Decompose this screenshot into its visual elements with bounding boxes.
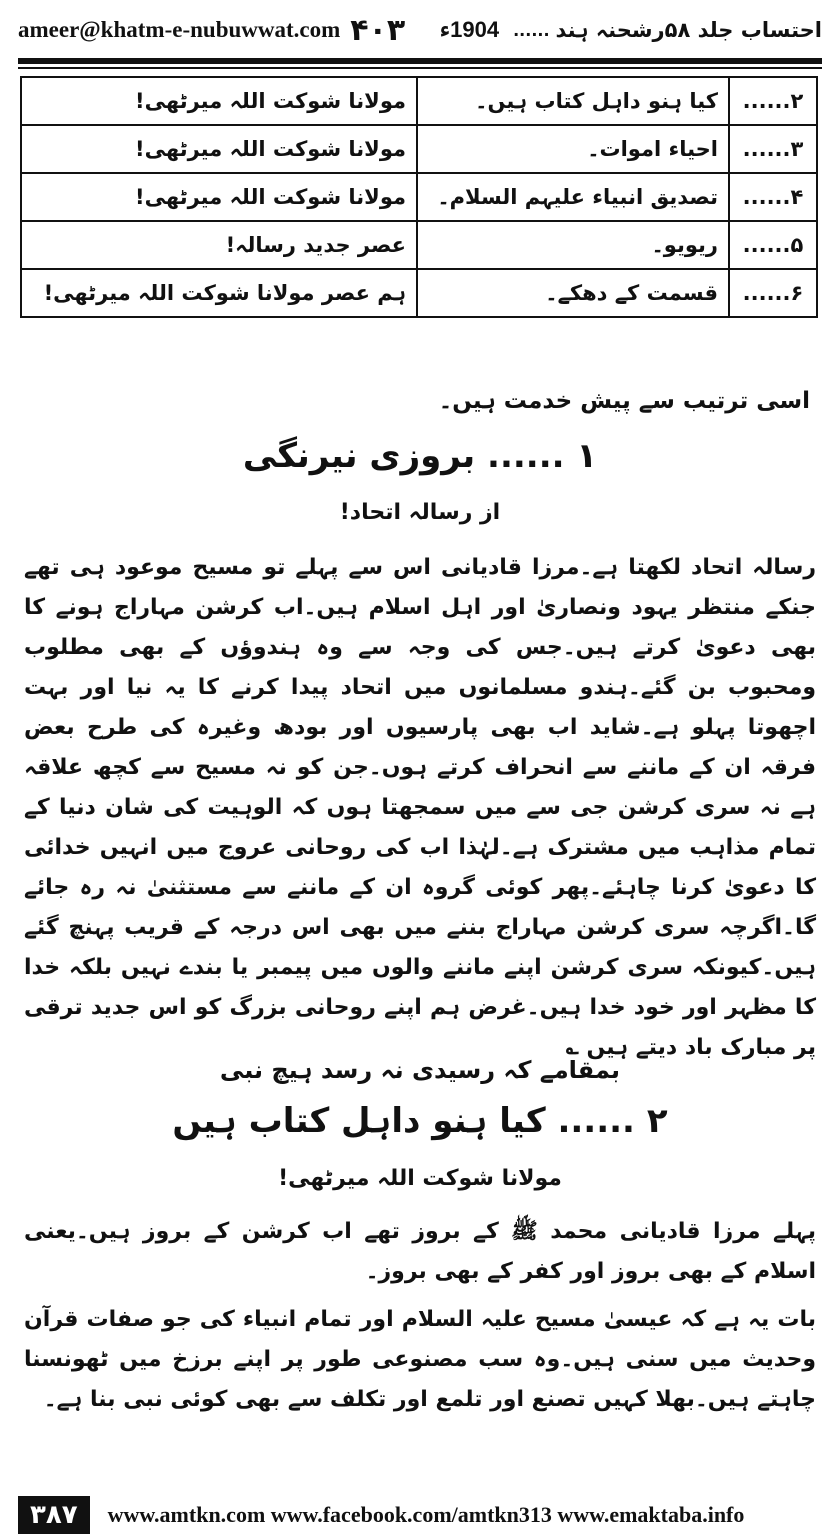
table-row <box>21 125 817 173</box>
row-number: ۲...... <box>729 77 817 125</box>
row-author: ہم عصر مولانا شوکت اللہ میرٹھی! <box>21 269 417 317</box>
volume-label: احتساب جلد ۵۸رشحنہ ہند <box>555 18 822 42</box>
section-1-heading: ۱ ...... بروزی نیرنگی <box>242 436 598 476</box>
row-number: ۶...... <box>729 269 817 317</box>
page-header <box>18 10 822 50</box>
header-rule-thin <box>18 67 822 69</box>
table-row <box>21 173 817 221</box>
section-2-author: مولانا شوکت اللہ میرٹھی! <box>278 1166 562 1191</box>
footer-page-number: ۳۸۷ <box>18 1496 90 1534</box>
row-author: مولانا شوکت اللہ میرٹھی! <box>21 77 417 125</box>
row-author: عصر جدید رسالہ! <box>21 221 417 269</box>
section-2-heading: ۲ ...... کیا ہنو داہل کتاب ہیں <box>172 1101 668 1141</box>
section-1-source: از رسالہ اتحاد! <box>339 500 501 525</box>
header-dots: ...... <box>513 20 550 40</box>
intro-line: اسی ترتیب سے پیش خدمت ہیں۔ <box>438 388 810 414</box>
row-number: ۴...... <box>729 173 817 221</box>
row-title: کیا ہنو داہل کتاب ہیں۔ <box>417 77 729 125</box>
section-1-body <box>24 548 816 1068</box>
table-row <box>21 221 817 269</box>
header-page-number: ۴۰۳ <box>350 12 406 48</box>
contents-table <box>20 76 818 318</box>
row-number: ۳...... <box>729 125 817 173</box>
section-1-paragraph: رسالہ اتحاد لکھتا ہے۔مرزا قادیانی اس سے پہلے تو مسیح موعود ہی تھے جنکے منتظر یہود ونصاریٰ اور اہل اسلام ہیں۔اب کرشن مہاراج ہونے کا بھی دعویٰ کرتے ہیں۔جس کی وجہ سے وہ ہندوؤں کے بھی مطلوب ومحبوب بن گئے۔ہندو مسلمانوں میں اتحاد پیدا کرنے کا یہ نیا اور بہت اچھوتا پہلو ہے۔شاید اب بھی پارسیوں اور بودھ وغیرہ کی طرح بعض فرقہ ان کے ماننے سے انحراف کرتے ہوں۔جن کو نہ مسیح سے کچھ علاقہ ہے نہ سری کرشن جی سے میں سمجھتا ہوں کہ الوہیت کی شان دنیا کے تمام مذاہب میں مشترک ہے۔لہٰذا اب کی روحانی عروج میں انہیں خدائی کا دعویٰ کرنا چاہئے۔پھر کوئی گروہ ان کے ماننے سے مستثنیٰ نہ رہ جائے گا۔اگرچہ سری کرشن مہاراج بننے میں بھی اس درجہ کے قریب پہنچ گئے ہیں۔کیونکہ سری کرشن اپنے ماننے والوں میں پیمبر یا بندے نہیں بلکہ خدا کا مظہر اور خود خدا ہیں۔غرض ہم اپنے روحانی بزرگ کو اس جدید ترقی پر مبارک باد دیتے ہیں ؎ <box>24 555 816 1060</box>
header-email: ameer@khatm-e-nubuwwat.com <box>18 17 341 42</box>
row-number: ۵...... <box>729 221 817 269</box>
section-2-body <box>24 1212 816 1420</box>
row-title: احیاء اموات۔ <box>417 125 729 173</box>
header-year: 1904ء <box>439 17 500 42</box>
persian-verse: بمقامے کہ رسیدی نہ رسد ہیچ نبی <box>219 1056 621 1084</box>
row-title: تصدیق انبیاء علیہم السلام۔ <box>417 173 729 221</box>
section-2-paragraph-1: پہلے مرزا قادیانی محمد ﷺ کے بروز تھے اب کرشن کے بروز ہیں۔یعنی اسلام کے بھی بروز اور کفر کے بھی بروز۔ <box>24 1219 816 1284</box>
row-title: ریویو۔ <box>417 221 729 269</box>
row-author: مولانا شوکت اللہ میرٹھی! <box>21 125 417 173</box>
table-row <box>21 269 817 317</box>
row-author: مولانا شوکت اللہ میرٹھی! <box>21 173 417 221</box>
header-left <box>18 13 405 48</box>
header-rule-thick <box>18 58 822 64</box>
header-right <box>432 17 822 43</box>
section-2-paragraph-2: بات یہ ہے کہ عیسیٰ مسیح علیہ السلام اور تمام انبیاء کی جو صفات قرآن وحدیث میں سنی ہیں۔وہ سب مصنوعی طور پر اپنے برزخ میں ٹھونسنا چاہتے ہیں۔بھلا کہیں تصنع اور تلمع اور تکلف سے بھی کوئی نبی بنا ہے۔ <box>24 1307 816 1412</box>
footer-links: www.amtkn.com www.facebook.com/amtkn313 www.emaktaba.info <box>107 1502 745 1527</box>
table-row <box>21 77 817 125</box>
page-footer <box>18 1496 822 1534</box>
row-title: قسمت کے دھکے۔ <box>417 269 729 317</box>
